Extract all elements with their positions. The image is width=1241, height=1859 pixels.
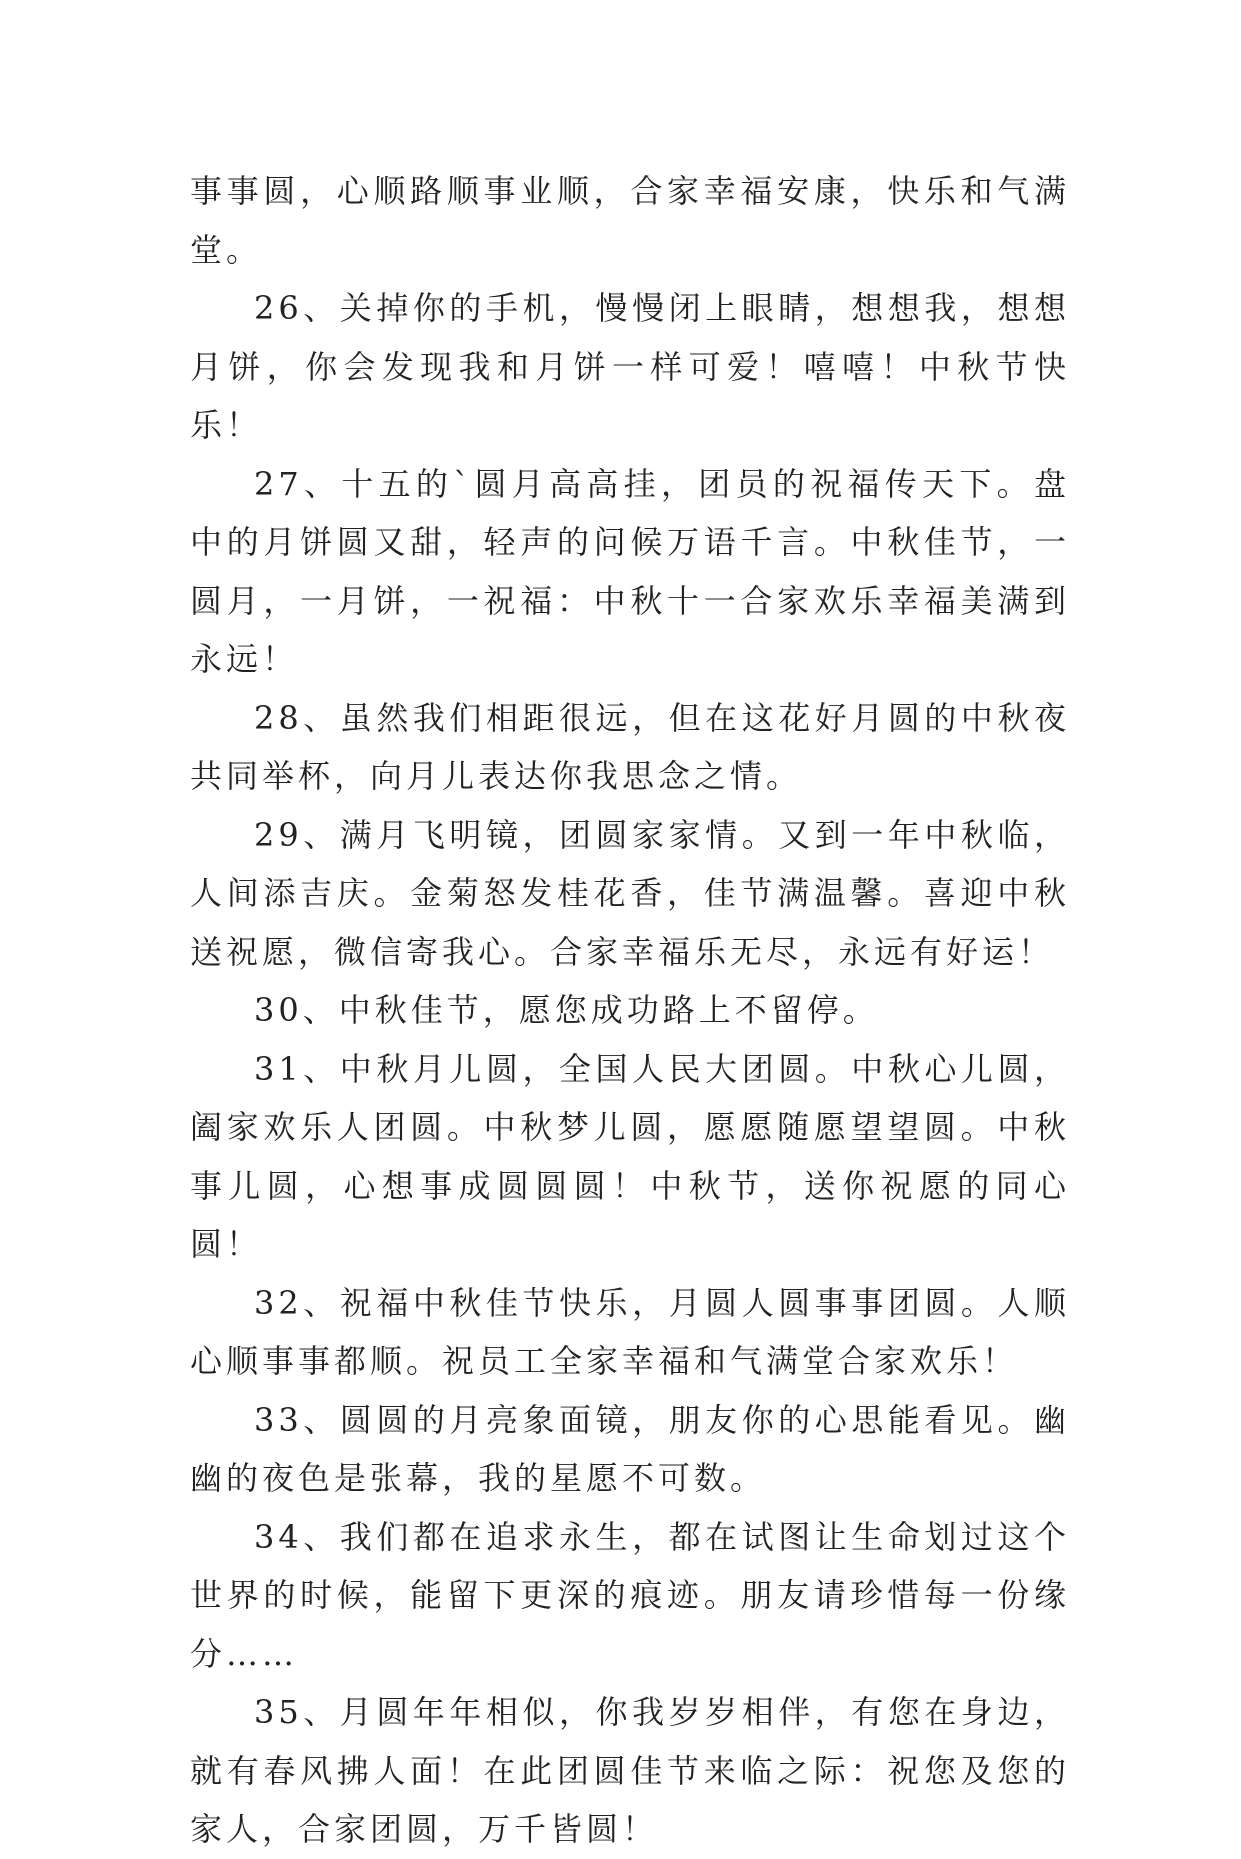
paragraph-continuation: 事事圆，心顺路顺事业顺，合家幸福安康，快乐和气满堂。: [190, 172, 1070, 269]
paragraph-33: 33、圆圆的月亮象面镜，朋友你的心思能看见。幽幽的夜色是张幕，我的星愿不可数。: [190, 1400, 1070, 1497]
paragraph-29: 29、满月飞明镜，团圆家家情。又到一年中秋临，人间添吉庆。金菊怒发桂花香，佳节满温馨。喜迎中秋送祝愿，微信寄我心。合家幸福乐无尽，永远有好运！: [190, 815, 1070, 971]
paragraph-30: 30、中秋佳节，愿您成功路上不留停。: [254, 991, 879, 1029]
document-body: [190, 162, 1070, 1859]
paragraph-26: 26、关掉你的手机，慢慢闭上眼睛，想想我，想想月饼，你会发现我和月饼一样可爱！嘻嘻！中秋节快乐！: [190, 289, 1070, 444]
paragraph-31: 31、中秋月儿圆，全国人民大团圆。中秋心儿圆，阖家欢乐人团圆。中秋梦儿圆，愿愿随愿望望圆。中秋事儿圆，心想事成圆圆圆！中秋节，送你祝愿的同心圆！: [190, 1049, 1070, 1263]
paragraph-27: 27、十五的`圆月高高挂，团员的祝福传天下。盘中的月饼圆又甜，轻声的问候万语千言。中秋佳节，一圆月，一月饼，一祝福：中秋十一合家欢乐幸福美满到永远！: [190, 464, 1070, 678]
paragraph-35: 35、月圆年年相似，你我岁岁相伴，有您在身边，就有春风拂人面！在此团圆佳节来临之际：祝您及您的家人，合家团圆，万千皆圆！: [190, 1693, 1070, 1848]
paragraph-34: 34、我们都在追求永生，都在试图让生命划过这个世界的时候，能留下更深的痕迹。朋友请珍惜每一份缘分……: [190, 1517, 1070, 1673]
paragraph-32: 32、祝福中秋佳节快乐，月圆人圆事事团圆。人顺心顺事事都顺。祝员工全家幸福和气满堂合家欢乐！: [190, 1283, 1070, 1380]
paragraph-28: 28、虽然我们相距很远，但在这花好月圆的中秋夜共同举杯，向月儿表达你我思念之情。: [190, 698, 1070, 795]
